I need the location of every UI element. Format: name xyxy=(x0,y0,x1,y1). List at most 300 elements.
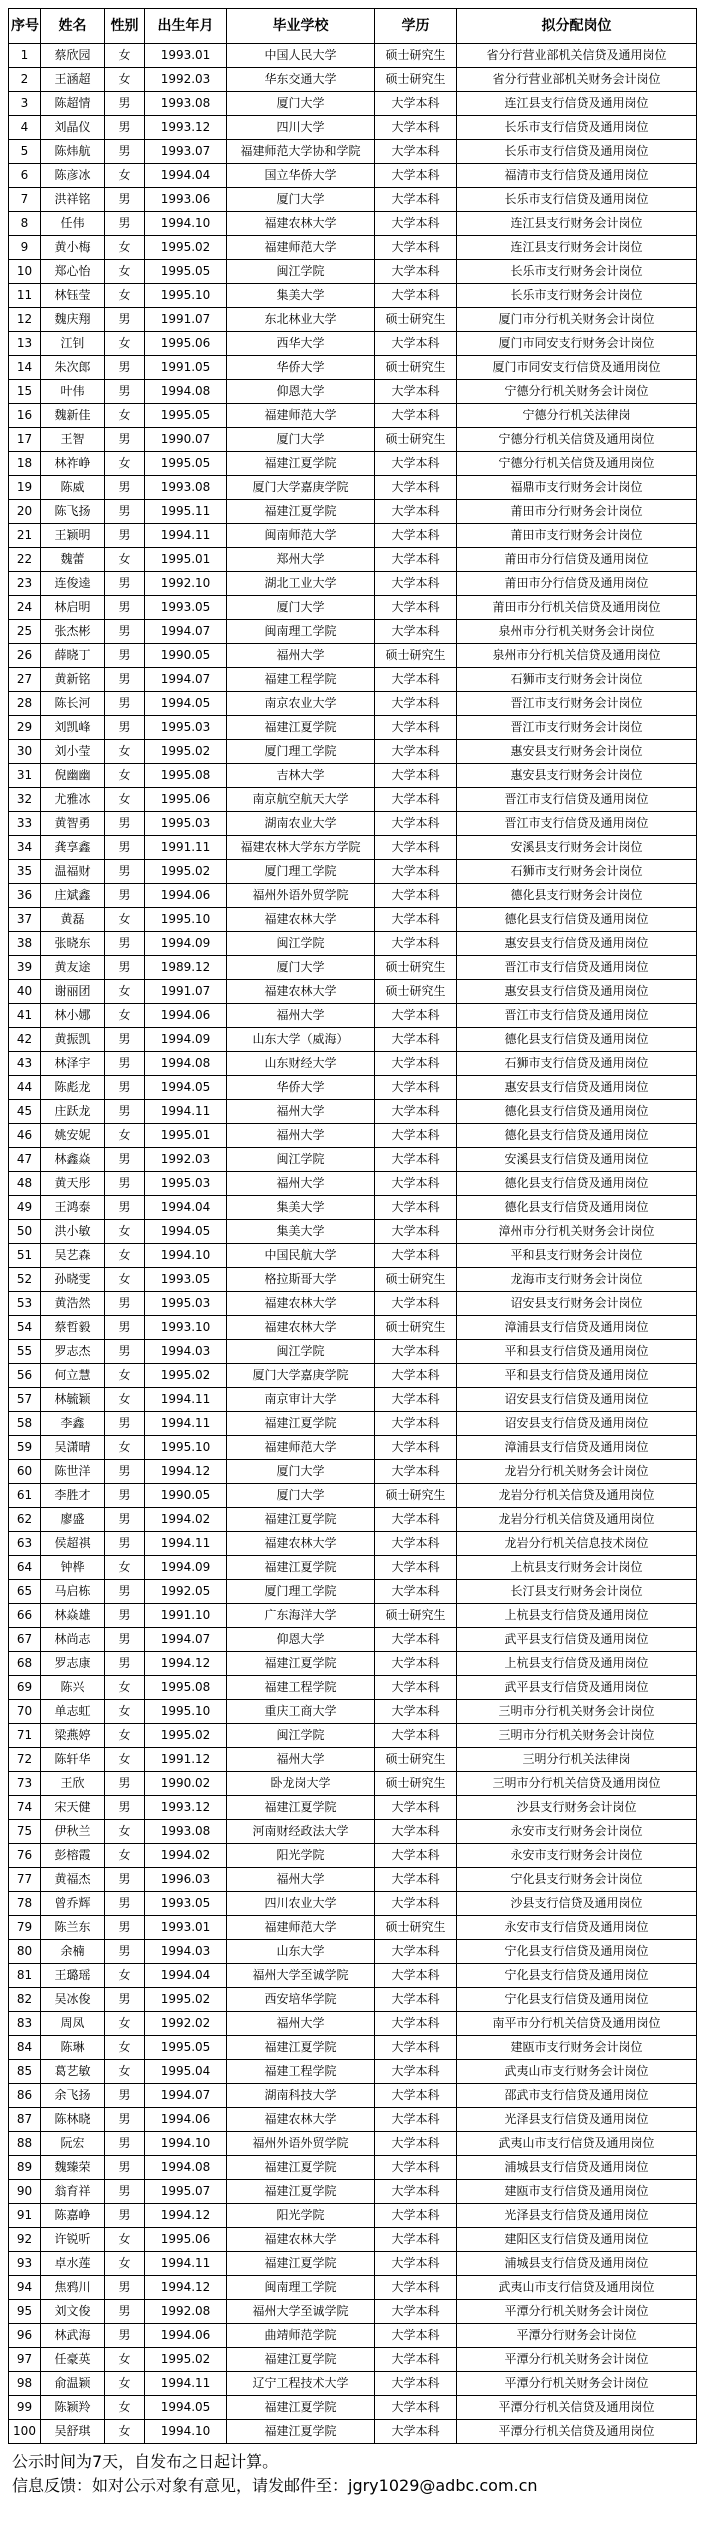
cell-school: 福建江夏学院 xyxy=(227,2348,375,2372)
cell-birth: 1994.10 xyxy=(145,2132,227,2156)
cell-position: 德化县支行信贷及通用岗位 xyxy=(457,1028,697,1052)
cell-school: 福州大学 xyxy=(227,1100,375,1124)
cell-seq: 29 xyxy=(9,716,41,740)
cell-degree: 大学本科 xyxy=(375,2204,457,2228)
cell-school: 福建江夏学院 xyxy=(227,2396,375,2420)
cell-degree: 大学本科 xyxy=(375,380,457,404)
cell-degree: 大学本科 xyxy=(375,740,457,764)
cell-seq: 90 xyxy=(9,2180,41,2204)
cell-degree: 大学本科 xyxy=(375,404,457,428)
cell-gender: 男 xyxy=(105,1148,145,1172)
cell-name: 宋天健 xyxy=(41,1796,105,1820)
cell-gender: 女 xyxy=(105,1556,145,1580)
cell-seq: 20 xyxy=(9,500,41,524)
table-row xyxy=(9,932,697,956)
cell-position: 晋江市支行信贷及通用岗位 xyxy=(457,788,697,812)
table-row xyxy=(9,2060,697,2084)
cell-seq: 93 xyxy=(9,2252,41,2276)
cell-school: 南京农业大学 xyxy=(227,692,375,716)
cell-school: 集美大学 xyxy=(227,284,375,308)
cell-seq: 46 xyxy=(9,1124,41,1148)
cell-position: 龙岩分行机关信贷及通用岗位 xyxy=(457,1484,697,1508)
cell-birth: 1993.07 xyxy=(145,140,227,164)
cell-degree: 大学本科 xyxy=(375,1556,457,1580)
cell-school: 四川大学 xyxy=(227,116,375,140)
cell-name: 魏蕾 xyxy=(41,548,105,572)
cell-birth: 1991.05 xyxy=(145,356,227,380)
cell-birth: 1990.05 xyxy=(145,1484,227,1508)
cell-name: 刘晶仪 xyxy=(41,116,105,140)
cell-position: 德化县支行信贷及通用岗位 xyxy=(457,908,697,932)
cell-seq: 55 xyxy=(9,1340,41,1364)
cell-position: 长乐市支行信贷及通用岗位 xyxy=(457,140,697,164)
cell-position: 宁化县支行信贷及通用岗位 xyxy=(457,1940,697,1964)
cell-gender: 女 xyxy=(105,1844,145,1868)
cell-position: 龙海市支行财务会计岗位 xyxy=(457,1268,697,1292)
table-row xyxy=(9,1628,697,1652)
cell-seq: 24 xyxy=(9,596,41,620)
cell-school: 福州大学至诚学院 xyxy=(227,2300,375,2324)
cell-school: 闽江学院 xyxy=(227,1340,375,1364)
cell-birth: 1995.01 xyxy=(145,548,227,572)
table-row xyxy=(9,1148,697,1172)
cell-position: 省分行营业部机关信贷及通用岗位 xyxy=(457,44,697,68)
table-row xyxy=(9,2036,697,2060)
cell-school: 福建师范大学 xyxy=(227,236,375,260)
cell-birth: 1995.05 xyxy=(145,260,227,284)
cell-birth: 1993.05 xyxy=(145,596,227,620)
cell-birth: 1994.09 xyxy=(145,1028,227,1052)
cell-name: 刘小莹 xyxy=(41,740,105,764)
cell-seq: 52 xyxy=(9,1268,41,1292)
cell-birth: 1994.11 xyxy=(145,1100,227,1124)
cell-name: 黄福杰 xyxy=(41,1868,105,1892)
cell-degree: 大学本科 xyxy=(375,1796,457,1820)
cell-gender: 男 xyxy=(105,620,145,644)
cell-school: 闽江学院 xyxy=(227,1148,375,1172)
cell-seq: 97 xyxy=(9,2348,41,2372)
cell-name: 林钰莹 xyxy=(41,284,105,308)
cell-degree: 大学本科 xyxy=(375,2324,457,2348)
cell-name: 张晓东 xyxy=(41,932,105,956)
table-row xyxy=(9,44,697,68)
cell-school: 厦门理工学院 xyxy=(227,1580,375,1604)
cell-seq: 5 xyxy=(9,140,41,164)
cell-name: 钟桦 xyxy=(41,1556,105,1580)
cell-degree: 大学本科 xyxy=(375,668,457,692)
cell-birth: 1991.10 xyxy=(145,1604,227,1628)
cell-position: 长乐市支行信贷及通用岗位 xyxy=(457,116,697,140)
cell-degree: 大学本科 xyxy=(375,332,457,356)
cell-degree: 大学本科 xyxy=(375,1148,457,1172)
cell-position: 宁德分行机关信贷及通用岗位 xyxy=(457,428,697,452)
cell-gender: 女 xyxy=(105,2012,145,2036)
cell-birth: 1995.03 xyxy=(145,716,227,740)
cell-degree: 大学本科 xyxy=(375,1052,457,1076)
cell-gender: 男 xyxy=(105,1172,145,1196)
cell-name: 马启栋 xyxy=(41,1580,105,1604)
cell-position: 三明市分行机关信贷及通用岗位 xyxy=(457,1772,697,1796)
cell-school: 福州大学 xyxy=(227,1124,375,1148)
cell-birth: 1995.11 xyxy=(145,500,227,524)
cell-name: 黄浩然 xyxy=(41,1292,105,1316)
cell-seq: 50 xyxy=(9,1220,41,1244)
cell-degree: 大学本科 xyxy=(375,1244,457,1268)
cell-birth: 1995.05 xyxy=(145,404,227,428)
cell-seq: 49 xyxy=(9,1196,41,1220)
cell-gender: 女 xyxy=(105,2036,145,2060)
cell-degree: 大学本科 xyxy=(375,452,457,476)
cell-degree: 硕士研究生 xyxy=(375,956,457,980)
cell-school: 福建农林大学 xyxy=(227,908,375,932)
cell-degree: 大学本科 xyxy=(375,572,457,596)
cell-degree: 大学本科 xyxy=(375,1580,457,1604)
cell-name: 龚享鑫 xyxy=(41,836,105,860)
cell-birth: 1994.02 xyxy=(145,1844,227,1868)
cell-position: 平潭分行机关财务会计岗位 xyxy=(457,2372,697,2396)
cell-gender: 男 xyxy=(105,836,145,860)
cell-birth: 1995.06 xyxy=(145,788,227,812)
cell-seq: 72 xyxy=(9,1748,41,1772)
cell-birth: 1994.02 xyxy=(145,1508,227,1532)
cell-school: 福建师范大学 xyxy=(227,1436,375,1460)
cell-seq: 99 xyxy=(9,2396,41,2420)
cell-position: 省分行营业部机关财务会计岗位 xyxy=(457,68,697,92)
cell-school: 厦门大学 xyxy=(227,188,375,212)
table-row xyxy=(9,452,697,476)
cell-position: 平潭分行机关财务会计岗位 xyxy=(457,2348,697,2372)
cell-birth: 1995.05 xyxy=(145,452,227,476)
cell-gender: 女 xyxy=(105,236,145,260)
cell-name: 连俊逵 xyxy=(41,572,105,596)
cell-name: 王欣 xyxy=(41,1772,105,1796)
table-row xyxy=(9,836,697,860)
table-row xyxy=(9,644,697,668)
table-row xyxy=(9,2300,697,2324)
cell-gender: 女 xyxy=(105,1676,145,1700)
table-row xyxy=(9,1268,697,1292)
header-position: 拟分配岗位 xyxy=(457,9,697,44)
cell-name: 朱次郎 xyxy=(41,356,105,380)
cell-birth: 1993.05 xyxy=(145,1892,227,1916)
cell-birth: 1992.10 xyxy=(145,572,227,596)
cell-gender: 女 xyxy=(105,284,145,308)
table-row xyxy=(9,1652,697,1676)
cell-position: 晋江市支行信贷及通用岗位 xyxy=(457,1004,697,1028)
cell-position: 三明市分行机关财务会计岗位 xyxy=(457,1724,697,1748)
cell-gender: 男 xyxy=(105,1892,145,1916)
cell-position: 长乐市支行财务会计岗位 xyxy=(457,260,697,284)
cell-position: 连江县支行财务会计岗位 xyxy=(457,212,697,236)
cell-degree: 大学本科 xyxy=(375,548,457,572)
cell-position: 沙县支行信贷及通用岗位 xyxy=(457,1892,697,1916)
cell-birth: 1994.04 xyxy=(145,1196,227,1220)
cell-name: 王鸿泰 xyxy=(41,1196,105,1220)
cell-school: 福建江夏学院 xyxy=(227,1796,375,1820)
cell-seq: 41 xyxy=(9,1004,41,1028)
cell-birth: 1994.07 xyxy=(145,1628,227,1652)
cell-school: 河南财经政法大学 xyxy=(227,1820,375,1844)
cell-school: 集美大学 xyxy=(227,1220,375,1244)
cell-degree: 大学本科 xyxy=(375,1940,457,1964)
cell-name: 焦鸦川 xyxy=(41,2276,105,2300)
cell-school: 福建江夏学院 xyxy=(227,2420,375,2444)
cell-degree: 硕士研究生 xyxy=(375,428,457,452)
table-row xyxy=(9,2420,697,2444)
cell-school: 广东海洋大学 xyxy=(227,1604,375,1628)
cell-degree: 大学本科 xyxy=(375,1820,457,1844)
cell-seq: 68 xyxy=(9,1652,41,1676)
cell-birth: 1992.05 xyxy=(145,1580,227,1604)
table-body xyxy=(9,44,697,2444)
cell-gender: 男 xyxy=(105,2300,145,2324)
cell-school: 福建农林大学 xyxy=(227,1292,375,1316)
cell-birth: 1989.12 xyxy=(145,956,227,980)
cell-school: 山东大学 xyxy=(227,1940,375,1964)
cell-name: 黄智勇 xyxy=(41,812,105,836)
table-row xyxy=(9,2252,697,2276)
table-row xyxy=(9,1100,697,1124)
cell-gender: 男 xyxy=(105,860,145,884)
cell-position: 南平市分行机关信贷及通用岗位 xyxy=(457,2012,697,2036)
cell-degree: 大学本科 xyxy=(375,860,457,884)
table-row xyxy=(9,1556,697,1580)
cell-gender: 女 xyxy=(105,764,145,788)
table-row xyxy=(9,2228,697,2252)
cell-position: 光泽县支行信贷及通用岗位 xyxy=(457,2204,697,2228)
cell-birth: 1995.08 xyxy=(145,764,227,788)
table-row xyxy=(9,2180,697,2204)
table-row xyxy=(9,764,697,788)
cell-school: 福建师范大学协和学院 xyxy=(227,140,375,164)
table-row xyxy=(9,980,697,1004)
cell-position: 德化县支行信贷及通用岗位 xyxy=(457,1196,697,1220)
table-row xyxy=(9,500,697,524)
table-row xyxy=(9,1676,697,1700)
cell-degree: 大学本科 xyxy=(375,260,457,284)
cell-seq: 80 xyxy=(9,1940,41,1964)
cell-gender: 女 xyxy=(105,788,145,812)
cell-name: 林小娜 xyxy=(41,1004,105,1028)
cell-name: 刘文俊 xyxy=(41,2300,105,2324)
cell-position: 德化县支行财务会计岗位 xyxy=(457,884,697,908)
cell-degree: 大学本科 xyxy=(375,1124,457,1148)
cell-seq: 75 xyxy=(9,1820,41,1844)
notice-period: 公示时间为7天，自发布之日起计算。 xyxy=(12,2452,279,2471)
cell-name: 余楠 xyxy=(41,1940,105,1964)
cell-name: 陈长河 xyxy=(41,692,105,716)
cell-position: 德化县支行信贷及通用岗位 xyxy=(457,1172,697,1196)
cell-birth: 1990.02 xyxy=(145,1772,227,1796)
cell-name: 黄天彤 xyxy=(41,1172,105,1196)
cell-name: 洪祥铭 xyxy=(41,188,105,212)
cell-degree: 大学本科 xyxy=(375,284,457,308)
cell-position: 平和县支行财务会计岗位 xyxy=(457,1244,697,1268)
cell-seq: 87 xyxy=(9,2108,41,2132)
candidate-table xyxy=(8,8,697,2444)
cell-gender: 男 xyxy=(105,1484,145,1508)
cell-gender: 女 xyxy=(105,404,145,428)
cell-school: 福建江夏学院 xyxy=(227,2180,375,2204)
cell-gender: 男 xyxy=(105,1772,145,1796)
cell-birth: 1994.06 xyxy=(145,2108,227,2132)
cell-school: 厦门大学嘉庚学院 xyxy=(227,476,375,500)
table-row xyxy=(9,884,697,908)
cell-name: 姚安妮 xyxy=(41,1124,105,1148)
cell-degree: 大学本科 xyxy=(375,1964,457,1988)
cell-birth: 1992.03 xyxy=(145,68,227,92)
cell-gender: 女 xyxy=(105,740,145,764)
cell-gender: 女 xyxy=(105,1724,145,1748)
cell-birth: 1993.05 xyxy=(145,1268,227,1292)
cell-position: 莆田市分行机关信贷及通用岗位 xyxy=(457,596,697,620)
cell-degree: 大学本科 xyxy=(375,692,457,716)
cell-position: 惠安县支行财务会计岗位 xyxy=(457,764,697,788)
cell-degree: 大学本科 xyxy=(375,1340,457,1364)
cell-position: 石狮市支行财务会计岗位 xyxy=(457,668,697,692)
cell-school: 福建工程学院 xyxy=(227,668,375,692)
cell-name: 孙晓雯 xyxy=(41,1268,105,1292)
cell-name: 吴舒琪 xyxy=(41,2420,105,2444)
cell-degree: 硕士研究生 xyxy=(375,44,457,68)
cell-gender: 女 xyxy=(105,1004,145,1028)
cell-gender: 男 xyxy=(105,1196,145,1220)
table-row xyxy=(9,524,697,548)
cell-seq: 88 xyxy=(9,2132,41,2156)
cell-birth: 1995.10 xyxy=(145,284,227,308)
cell-degree: 大学本科 xyxy=(375,764,457,788)
table-row xyxy=(9,1916,697,1940)
cell-name: 彭榕霞 xyxy=(41,1844,105,1868)
cell-school: 中国民航大学 xyxy=(227,1244,375,1268)
table-row xyxy=(9,116,697,140)
table-row xyxy=(9,2156,697,2180)
cell-seq: 84 xyxy=(9,2036,41,2060)
cell-birth: 1995.02 xyxy=(145,1988,227,2012)
cell-gender: 男 xyxy=(105,572,145,596)
cell-gender: 女 xyxy=(105,2060,145,2084)
table-row xyxy=(9,1772,697,1796)
cell-position: 安溪县支行财务会计岗位 xyxy=(457,836,697,860)
cell-school: 四川农业大学 xyxy=(227,1892,375,1916)
cell-name: 陈彪龙 xyxy=(41,1076,105,1100)
cell-degree: 大学本科 xyxy=(375,1004,457,1028)
cell-gender: 男 xyxy=(105,1988,145,2012)
cell-seq: 40 xyxy=(9,980,41,1004)
cell-degree: 大学本科 xyxy=(375,116,457,140)
table-row xyxy=(9,956,697,980)
cell-birth: 1995.02 xyxy=(145,860,227,884)
cell-gender: 男 xyxy=(105,932,145,956)
cell-seq: 38 xyxy=(9,932,41,956)
cell-position: 石狮市支行财务会计岗位 xyxy=(457,860,697,884)
table-row xyxy=(9,1580,697,1604)
cell-position: 建阳区支行信贷及通用岗位 xyxy=(457,2228,697,2252)
cell-gender: 男 xyxy=(105,1052,145,1076)
cell-school: 辽宁工程技术大学 xyxy=(227,2372,375,2396)
cell-name: 吴冰俊 xyxy=(41,1988,105,2012)
cell-birth: 1994.10 xyxy=(145,2420,227,2444)
cell-school: 福州大学 xyxy=(227,1172,375,1196)
cell-degree: 大学本科 xyxy=(375,2108,457,2132)
cell-gender: 女 xyxy=(105,2396,145,2420)
cell-school: 阳光学院 xyxy=(227,2204,375,2228)
cell-seq: 61 xyxy=(9,1484,41,1508)
cell-position: 惠安县支行信贷及通用岗位 xyxy=(457,932,697,956)
cell-name: 陈彦冰 xyxy=(41,164,105,188)
cell-birth: 1993.12 xyxy=(145,116,227,140)
cell-school: 闽江学院 xyxy=(227,1724,375,1748)
cell-position: 龙岩分行机关财务会计岗位 xyxy=(457,1460,697,1484)
cell-school: 福建农林大学东方学院 xyxy=(227,836,375,860)
cell-gender: 女 xyxy=(105,332,145,356)
cell-gender: 女 xyxy=(105,1244,145,1268)
cell-seq: 66 xyxy=(9,1604,41,1628)
cell-name: 伊秋兰 xyxy=(41,1820,105,1844)
table-row xyxy=(9,668,697,692)
table-row xyxy=(9,164,697,188)
cell-position: 平和县支行信贷及通用岗位 xyxy=(457,1364,697,1388)
cell-name: 周凤 xyxy=(41,2012,105,2036)
cell-position: 宁化县支行信贷及通用岗位 xyxy=(457,1964,697,1988)
cell-gender: 男 xyxy=(105,116,145,140)
cell-birth: 1994.12 xyxy=(145,2204,227,2228)
cell-name: 陈炜航 xyxy=(41,140,105,164)
cell-name: 叶伟 xyxy=(41,380,105,404)
cell-degree: 大学本科 xyxy=(375,2180,457,2204)
cell-seq: 82 xyxy=(9,1988,41,2012)
cell-degree: 大学本科 xyxy=(375,140,457,164)
table-row xyxy=(9,1844,697,1868)
cell-birth: 1994.05 xyxy=(145,2396,227,2420)
cell-name: 郑心怡 xyxy=(41,260,105,284)
cell-birth: 1991.07 xyxy=(145,308,227,332)
cell-position: 宁化县支行财务会计岗位 xyxy=(457,1868,697,1892)
cell-birth: 1994.07 xyxy=(145,668,227,692)
cell-seq: 57 xyxy=(9,1388,41,1412)
cell-gender: 女 xyxy=(105,548,145,572)
cell-seq: 77 xyxy=(9,1868,41,1892)
table-row xyxy=(9,380,697,404)
cell-seq: 36 xyxy=(9,884,41,908)
cell-degree: 硕士研究生 xyxy=(375,1916,457,1940)
cell-degree: 大学本科 xyxy=(375,2420,457,2444)
table-row xyxy=(9,860,697,884)
cell-position: 邵武市支行信贷及通用岗位 xyxy=(457,2084,697,2108)
cell-position: 漳州市分行机关财务会计岗位 xyxy=(457,1220,697,1244)
cell-school: 厦门大学嘉庚学院 xyxy=(227,1364,375,1388)
cell-school: 福建农林大学 xyxy=(227,212,375,236)
cell-degree: 大学本科 xyxy=(375,1892,457,1916)
cell-position: 长汀县支行财务会计岗位 xyxy=(457,1580,697,1604)
cell-seq: 33 xyxy=(9,812,41,836)
cell-school: 郑州大学 xyxy=(227,548,375,572)
cell-school: 厦门大学 xyxy=(227,956,375,980)
cell-seq: 18 xyxy=(9,452,41,476)
cell-degree: 大学本科 xyxy=(375,524,457,548)
cell-name: 陈琳 xyxy=(41,2036,105,2060)
cell-seq: 76 xyxy=(9,1844,41,1868)
cell-seq: 27 xyxy=(9,668,41,692)
cell-birth: 1995.06 xyxy=(145,332,227,356)
cell-position: 三明市分行机关财务会计岗位 xyxy=(457,1700,697,1724)
cell-name: 王智 xyxy=(41,428,105,452)
table-row xyxy=(9,2204,697,2228)
cell-school: 福建农林大学 xyxy=(227,980,375,1004)
cell-seq: 12 xyxy=(9,308,41,332)
table-row xyxy=(9,1436,697,1460)
cell-birth: 1994.06 xyxy=(145,884,227,908)
